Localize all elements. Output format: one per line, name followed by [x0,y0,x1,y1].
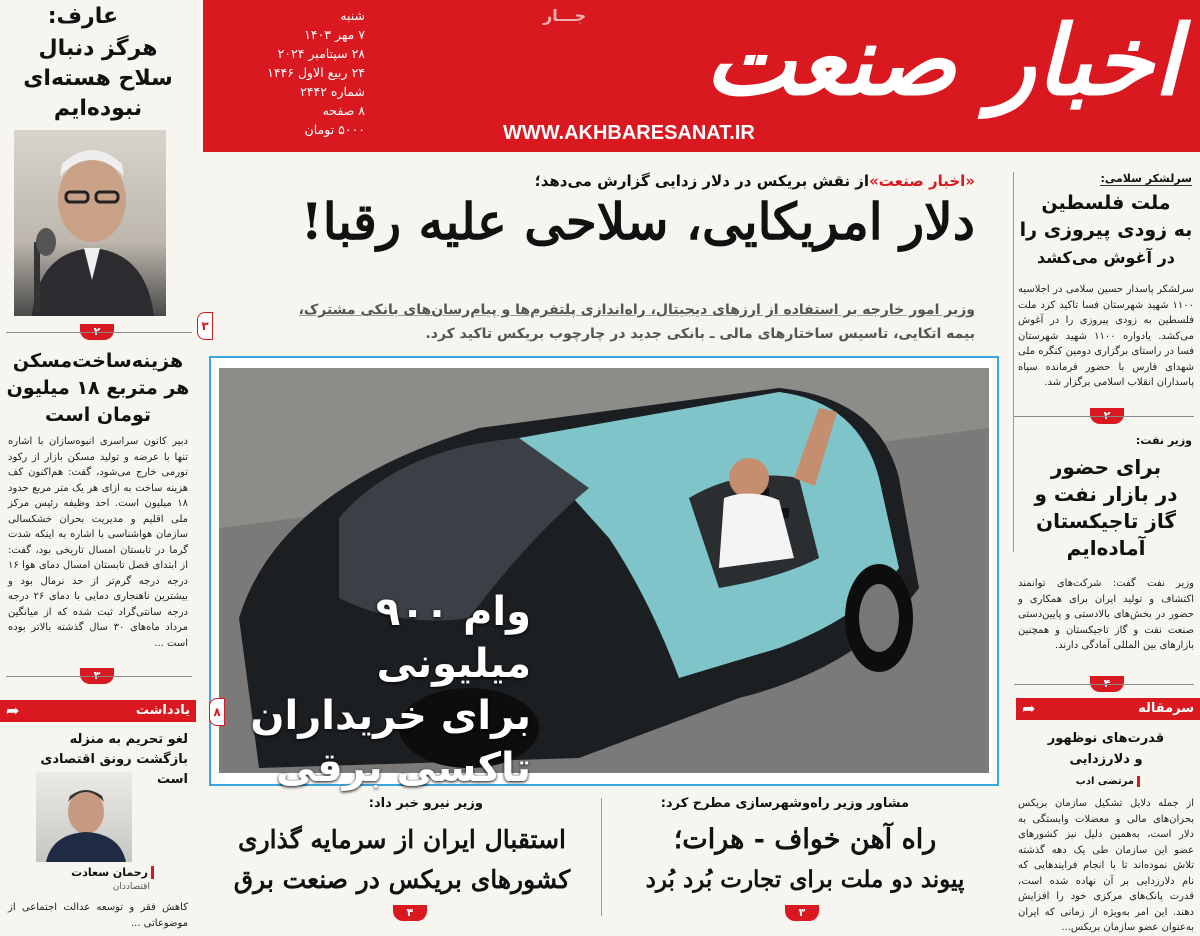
newspaper-logo: اخبار صنعت [704,4,1180,117]
r-story1-headline-line3: در آغوش می‌کشد [1036,248,1175,267]
divider [6,332,192,333]
main-headline: دلار امریکایی، سلاحی علیه رقبا! [300,192,975,251]
feature-caption [231,586,531,794]
story-left-kicker: وزیر نیرو خبر داد: [368,796,483,811]
masthead [203,0,1200,152]
issue-number: شماره ۲۴۴۲ [300,84,365,99]
date-hijri: ۲۴ ربیع الاول ۱۴۴۶ [267,65,365,80]
story1-headline-line2: سلاح هسته‌ای [23,66,173,91]
r-story2-headline-line3: گاز تاجیکستان [1036,509,1176,533]
story-right-kicker: مشاور وزیر راه‌وشهرسازی مطرح کرد: [660,796,909,811]
page-count: ۸ صفحه [322,103,365,118]
story2-headline-line2: هر متربع ۱۸ میلیون [6,377,190,399]
story1-kicker: عارف: [47,4,118,29]
editorial-tab: سرمقاله [1016,698,1200,720]
yaddasht-headline-line1: لغو تحریم به منزله [69,732,188,747]
r-story2-headline-line1: برای حضور [1050,455,1162,479]
share-arrow-icon: ➦ [1022,699,1036,718]
main-lead [235,298,975,346]
yaddasht-author-role: اقتصاددان [112,882,150,892]
story-right-block [605,792,1005,923]
r-story2-headline-line4: آماده‌ایم [1066,536,1146,560]
main-story-page-badge: ۳ [197,312,213,340]
r-story1-headline-line1: ملت فلسطین [1041,192,1171,214]
yaddasht-headline-line2: بازگشت رونق اقتصادی است [40,752,188,787]
r-story1-kicker: سرلشکر سلامی: [1100,172,1192,185]
divider [1014,684,1194,685]
issue-price: ۵۰۰۰ تومان [304,122,365,137]
date-gregorian: ۲۸ سپتامبر ۲۰۲۴ [277,46,365,61]
yaddasht-author-photo [36,772,132,862]
editorial-author: مرتضی ادب [1076,776,1140,787]
center-column [203,152,1005,923]
author-portrait-icon [36,772,132,862]
story2-headline-line3: تومان است [44,404,152,426]
r-story2-body: وزیر نفت گفت: شرکت‌های توانمند اکتشاف و تولید ایران برای همکاری و حضور در بخش‌های بالادستی و پایین‌دستی صنعت نفت و گاز تاجیکستان و همچنین بازارهای بین المللی آمادگی دارند. [1018,578,1194,651]
editorial-headline-line2: و دلارزدایی [1069,752,1143,767]
story2-headline-line1: هزینه‌ساخت‌مسکن [12,350,184,372]
story1-headline-line3: نبوده‌ایم [53,96,143,121]
r-story2-headline-line2: در بازار نفت و [1034,482,1178,506]
left-column [0,0,198,929]
story-right-headline [615,820,995,900]
story2-headline [6,348,190,429]
story-right-headline-line1: راه آهن خواف - هرات؛ [673,824,937,855]
website-url: WWW.AKHBARESANAT.IR [503,122,755,144]
story-right-page-badge: ۳ [785,905,819,921]
story-left-block [203,792,599,923]
divider [6,676,192,677]
editorial-headline-line1: قدرت‌های نوظهور [1047,731,1165,746]
story-right-headline-line2: پیوند دو ملت برای تجارت بُرد بُرد [645,866,965,893]
feature-caption-line2: برای خریداران [250,693,531,739]
feature-caption-line1: وام ۹۰۰ میلیونی [375,589,531,687]
editorial-body: از جمله دلایل تشکیل سازمان بریکس بحران‌های مالی و معضلات وابستگی به دلار است، به‌همین دلیل نیز کشورهای عضو این سازمان طی یک دهه گذشته تلاش نموده‌اند تا با انجام فرایندهایی که نام دلارزدایی بر آن نهاده شده است، قدرت پانک‌های مرکزی خود را افزایش دهند. این امر به‌ویژه از زمانی که ایران به‌عنوان عضو سازمان بریکس... [1018,798,1194,933]
kicker-rest: از نقش بریکس در دلار زدایی گزارش می‌دهد؛ [534,172,870,190]
r-story2-headline [1018,454,1194,562]
story-left-headline-line1: استقبال ایران از سرمایه گذاری [238,825,566,854]
story-left-headline [209,820,595,900]
main-lead-line2: بیمه اتکایی، تاسیس ساختارهای مالی ـ بانکی جدید در چارچوب بریکس تاکید کرد. [425,326,975,342]
r-story1-body: سرلشکر پاسدار حسین سلامی در اجلاسیه ۱۱۰۰ شهید شهرستان فسا تاکید کرد ملت فلسطین به زودی پیروزی را در آغوش می‌کشد. یادواره ۱۱۰۰ شهید شهرستان فسا در راستای برگزاری دومین کنگره ملی شهدای فارس با حضور فرمانده سپاه پاسداران انقلاب اسلامی برگزار شد. [1018,284,1194,388]
story1-photo [14,130,166,316]
feature-photo-frame [209,356,999,791]
yaddasht-body: کاهش فقر و توسعه عدالت اجتماعی از موضوعاتی ... [8,902,188,929]
date-persian: ۷ مهر ۱۴۰۳ [304,27,365,42]
story2-body: دبیر کانون سراسری انبوه‌سازان با اشاره تنها با عرضه و تولید مسکن بازار از رکود تورمی خارج می‌شود، گفت: هم‌اکنون کف هزینه ساخت به ازای هر یک متر مربع حدود ۱۸ میلیون است. احد وظیفه رئیس مرکز ملی اقلیم و مدیریت بحران خشکسالی سازمان هواشناسی با اشاره به اینکه شدت گرما در تابستان امسال تاریخی بود، گفت: از ابتدای فصل تابستان امسال دمای هوا ۱۶ درجه درجه گرم‌تر از حد نرمال بود و بیشترین ناهنجاری دمایی با دمای ۲۶ درجه درجه سانتی‌گراد ثبت شده که از میانگین مرداد ماه‌های ۳۰ سال گذشته بالاتر بوده است ... [8,436,188,649]
date-weekday: شنبه [340,8,365,23]
logo-sub-mark: جـــار [543,6,587,25]
feature-page-badge: ۸ [209,698,225,726]
feature-caption-line3: تاکسی برقی [276,745,531,791]
column-divider [1013,172,1014,552]
right-column [1010,152,1200,933]
kicker-accent: «اخبار صنعت» [869,172,975,190]
share-arrow-icon: ➦ [6,701,20,720]
yaddasht-author: رحمان سعادت [71,866,154,879]
r-story2-kicker: وزیر نفت: [1135,434,1192,447]
story-left-page-badge: ۴ [393,905,427,921]
r-story1-headline-line2: به زودی پیروزی را [1019,219,1193,241]
r-story1-headline [1018,190,1194,271]
story1-headline [8,34,188,124]
main-lead-line1: وزیر امور خارجه بر استفاده از ارزهای دیجیتال، راه‌اندازی پلتفرم‌ها و پیام‌رسان‌های بانکی مشترک، [298,302,975,318]
main-story-kicker [535,172,975,190]
yaddasht-tab: یادداشت [0,700,196,722]
portrait-man-icon [14,130,166,316]
story-left-headline-line2: کشورهای بریکس در صنعت برق [233,865,571,894]
column-divider [601,798,602,916]
story1-headline-line1: هرگز دنبال [38,36,158,61]
issue-date-block [215,6,365,139]
editorial-headline [1018,728,1194,770]
divider [1014,416,1194,417]
